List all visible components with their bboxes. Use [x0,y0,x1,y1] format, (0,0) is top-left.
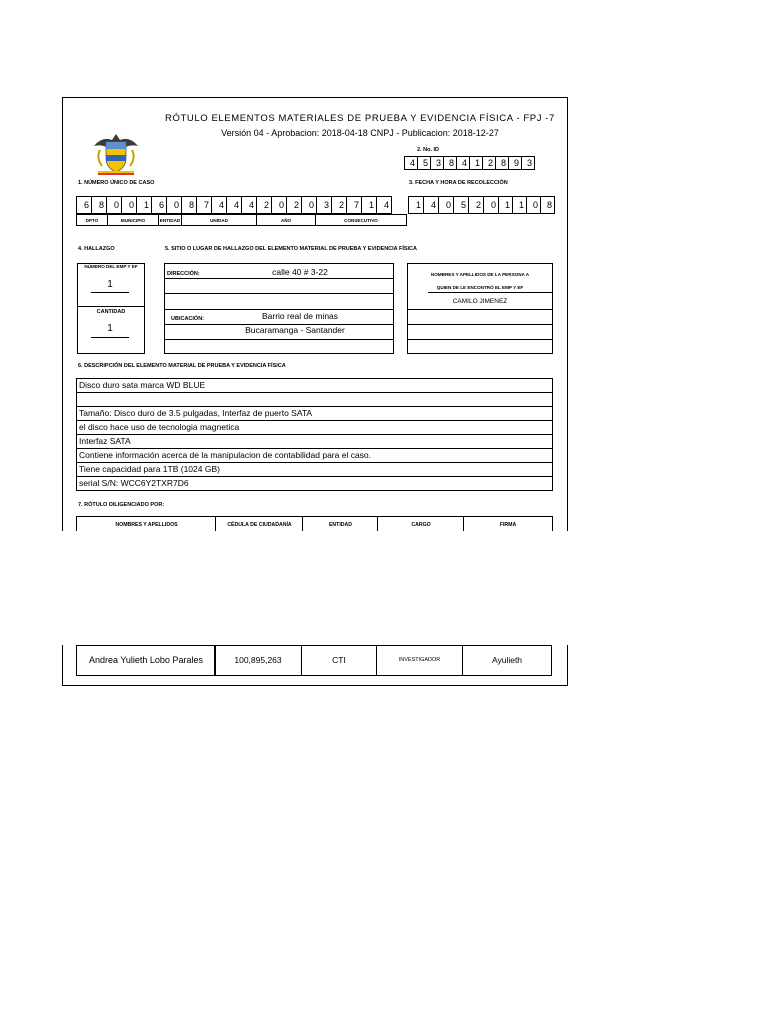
diligenciado-header: NOMBRES Y APELLIDOS [76,516,216,531]
caso-digit: 8 [181,196,197,214]
caso-label: 1. NÚMERO ÚNICO DE CASO [78,180,155,186]
descripcion-line: Disco duro sata marca WD BLUE [76,378,553,393]
direccion-value: calle 40 # 3-22 [272,267,328,277]
descripcion-line: serial S/N: WCC6Y2TXR7D6 [76,476,553,491]
no-id-digit: 4 [456,156,470,170]
descripcion-line: Interfaz SATA [76,434,553,449]
diligenciado-header: ENTIDAD [302,516,378,531]
no-id-digit: 2 [482,156,496,170]
caso-digit: 1 [136,196,152,214]
caso-digit: 2 [331,196,347,214]
caso-digit: 4 [241,196,257,214]
no-id-digit: 9 [508,156,522,170]
caso-digit: 2 [286,196,302,214]
diligenciado-cell: INVESTIGADOR [376,645,463,676]
hora-digit: 1 [498,196,513,214]
caso-digit: 7 [346,196,362,214]
ubicacion-label: UBICACIÓN: [171,316,204,322]
fecha-digit: 0 [438,196,454,214]
fecha-digit: 2 [468,196,484,214]
caso-digit: 2 [256,196,272,214]
caso-sublabel: AÑO [256,214,316,226]
form-title: RÓTULO ELEMENTOS MATERIALES DE PRUEBA Y EVIDENCIA FÍSICA - FPJ -7 [165,113,555,124]
hallazgo-label: 4. HALLAZGO [78,246,115,252]
cantidad-value: 1 [107,323,113,334]
fecha-digit: 4 [423,196,439,214]
no-id-digit: 8 [443,156,457,170]
descripcion-line: el disco hace uso de tecnologia magnetica [76,420,553,435]
caso-sublabel: ENTIDAD [158,214,182,226]
no-id-digit: 4 [404,156,418,170]
caso-sublabel: MUNICIPIO [107,214,159,226]
caso-digit: 4 [376,196,392,214]
caso-digit: 0 [301,196,317,214]
fecha-digit: 0 [483,196,499,214]
caso-digit: 4 [211,196,227,214]
fecha-time-digits [498,196,555,214]
diligenciado-label: 7. RÓTULO DILIGENCIADO POR: [78,502,165,508]
diligenciado-cell: Ayulieth [462,645,552,676]
diligenciado-header: CÉDULA DE CIUDADANÍA [215,516,303,531]
diligenciado-header: CARGO [377,516,464,531]
form-subtitle: Versión 04 - Aprobacion: 2018-04-18 CNPJ - Publicacion: 2018-12-27 [221,128,499,138]
diligenciado-cell: Andrea Yulieth Lobo Parales [76,645,216,676]
descripcion-label: 6. DESCRIPCIÓN DEL ELEMENTO MATERIAL DE PRUEBA Y EVIDENCIA FÍSICA [78,363,286,369]
hora-digit: 1 [512,196,527,214]
hora-digit: 0 [526,196,541,214]
diligenciado-cell: CTI [301,645,377,676]
emp-label: NÚMERO DEL EMP Y EF [84,264,138,269]
ubicacion-value-2: Bucaramanga - Santander [245,325,345,335]
caso-digit: 0 [121,196,137,214]
caso-digit: 6 [76,196,92,214]
caso-digit: 0 [166,196,182,214]
no-id-digit: 3 [430,156,444,170]
descripcion-line: Contiene información acerca de la manipulacion de contabilidad para el caso. [76,448,553,463]
hora-digit: 8 [540,196,555,214]
fecha-digit: 5 [453,196,469,214]
caso-digit: 0 [106,196,122,214]
diligenciado-cell: 100,895,263 [214,645,302,676]
fecha-date-digits [408,196,499,214]
descripcion-line: Tiene capacidad para 1TB (1024 GB) [76,462,553,477]
persona-label-2: QUIEN DE LE ENCONTRÓ EL EMP Y EF [436,285,524,290]
caso-digit: 7 [196,196,212,214]
caso-digit: 0 [271,196,287,214]
direccion-label: DIRECCIÓN: [167,271,200,277]
sitio-label: 5. SITIO O LUGAR DE HALLAZGO DEL ELEMENTO MATERIAL DE PRUEBA Y EVIDENCIA FÍSICA [165,246,418,252]
cantidad-label: CANTIDAD [96,309,126,315]
caso-digit: 8 [91,196,107,214]
descripcion-line: Tamaño: Disco duro de 3.5 pulgadas, Interfaz de puerto SATA [76,406,553,421]
caso-digit: 1 [361,196,377,214]
no-id-digit: 3 [521,156,535,170]
ubicacion-value-1: Barrio real de minas [261,311,339,321]
no-id-digit: 8 [495,156,509,170]
persona-value: CAMILO JIMENEZ [452,298,508,305]
descripcion-line [76,392,553,407]
no-id-digit: 1 [469,156,483,170]
fecha-label: 3. FECHA Y HORA DE RECOLECCIÓN [409,180,508,186]
caso-sublabel: UNIDAD [181,214,257,226]
caso-sublabel: DPTO [76,214,108,226]
diligenciado-header: FIRMA [463,516,553,531]
caso-sublabels [76,214,407,226]
caso-sublabel: CONSECUTIVO [315,214,407,226]
caso-digit: 6 [151,196,167,214]
no-id-digits [404,156,535,170]
persona-label-1: NOMBRES Y APELLIDOS DE LA PERSONA A [430,272,530,277]
emp-value: 1 [107,279,113,290]
caso-digit: 3 [316,196,332,214]
no-id-label: 2. No. ID [417,147,440,153]
no-id-digit: 5 [417,156,431,170]
caso-digit: 4 [226,196,242,214]
fecha-digit: 1 [408,196,424,214]
caso-digits [76,196,392,214]
